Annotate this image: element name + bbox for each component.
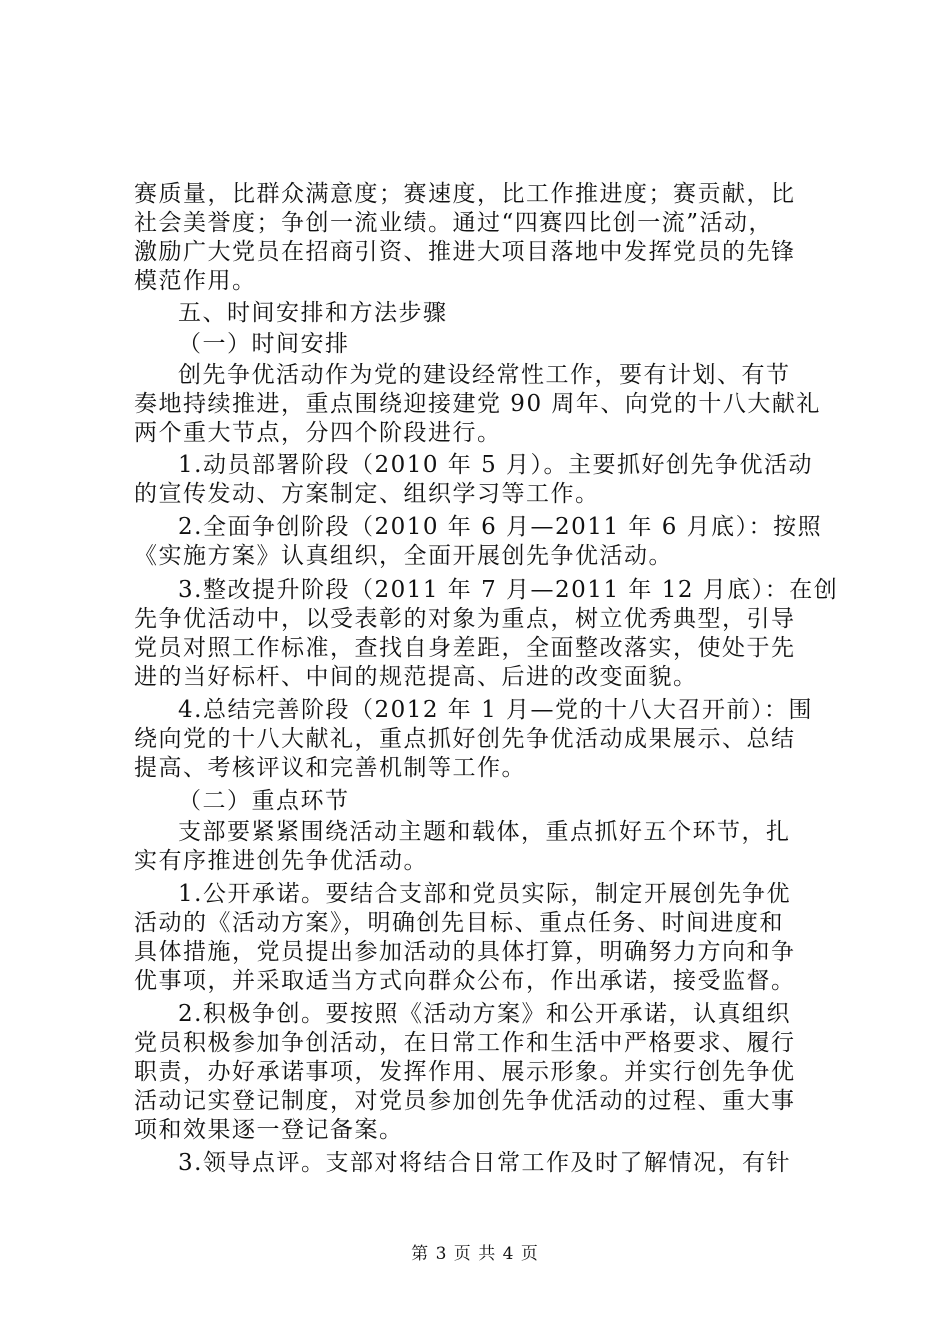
text-line: 3.整改提升阶段（2011 年 7 月—2011 年 12 月底）：在创 xyxy=(178,577,839,603)
text-line: 奏地持续推进，重点围绕迎接建党 90 周年、向党的十八大献礼 xyxy=(134,391,821,417)
text-line: 4.总结完善阶段（2012 年 1 月—党的十八大召开前）：围 xyxy=(178,697,814,723)
text-line: 进的当好标杆、中间的规范提高、后进的改变面貌。 xyxy=(134,664,698,690)
text-line: 活动记实登记制度，对党员参加创先争优活动的过程、重大事 xyxy=(134,1088,796,1114)
text-line: 绕向党的十八大献礼，重点抓好创先争优活动成果展示、总结 xyxy=(134,726,796,752)
text-line: 《实施方案》认真组织，全面开展创先争优活动。 xyxy=(134,543,673,569)
text-line: 提高、考核评议和完善机制等工作。 xyxy=(134,755,526,781)
text-line: （二）重点环节 xyxy=(178,788,350,814)
text-line: 创先争优活动作为党的建设经常性工作，要有计划、有节 xyxy=(178,362,791,388)
text-line: 赛质量，比群众满意度；赛速度，比工作推进度；赛贡献，比 xyxy=(134,181,796,207)
text-line: 实有序推进创先争优活动。 xyxy=(134,848,428,874)
text-line: 党员积极参加争创活动，在日常工作和生活中严格要求、履行 xyxy=(134,1030,796,1056)
text-line: 支部要紧紧围绕活动主题和载体，重点抓好五个环节，扎 xyxy=(178,819,791,845)
text-line: 项和效果逐一登记备案。 xyxy=(134,1117,404,1143)
text-line: 3.领导点评。支部对将结合日常工作及时了解情况，有针 xyxy=(178,1150,791,1176)
text-line: 职责，办好承诺事项，发挥作用、展示形象。并实行创先争优 xyxy=(134,1059,796,1085)
text-line: 2.全面争创阶段（2010 年 6 月—2011 年 6 月底）：按照 xyxy=(178,514,823,540)
text-line: 两个重大节点，分四个阶段进行。 xyxy=(134,420,502,446)
page-footer: 第 3 页 共 4 页 xyxy=(411,1244,539,1264)
text-line: 活动的《活动方案》，明确创先目标、重点任务、时间进度和 xyxy=(134,910,784,936)
text-line: 2.积极争创。要按照《活动方案》和公开承诺，认真组织 xyxy=(178,1001,791,1027)
text-line: 的宣传发动、方案制定、组织学习等工作。 xyxy=(134,481,600,507)
text-line: 五、时间安排和方法步骤 xyxy=(178,300,448,326)
text-line: 1.动员部署阶段（2010 年 5 月）。主要抓好创先争优活动 xyxy=(178,452,814,478)
text-line: 社会美誉度；争创一流业绩。通过“四赛四比创一流”活动， xyxy=(134,210,774,236)
text-line: 先争优活动中，以受表彰的对象为重点，树立优秀典型，引导 xyxy=(134,606,796,632)
text-line: 激励广大党员在招商引资、推进大项目落地中发挥党员的先锋 xyxy=(134,239,796,265)
text-line: 1.公开承诺。要结合支部和党员实际，制定开展创先争优 xyxy=(178,881,791,907)
text-line: 党员对照工作标准，查找自身差距，全面整改落实，使处于先 xyxy=(134,635,796,661)
text-line: （一）时间安排 xyxy=(178,331,350,357)
text-line: 具体措施，党员提出参加活动的具体打算，明确努力方向和争 xyxy=(134,939,796,965)
text-line: 优事项，并采取适当方式向群众公布，作出承诺，接受监督。 xyxy=(134,968,796,994)
text-line: 模范作用。 xyxy=(134,268,257,294)
